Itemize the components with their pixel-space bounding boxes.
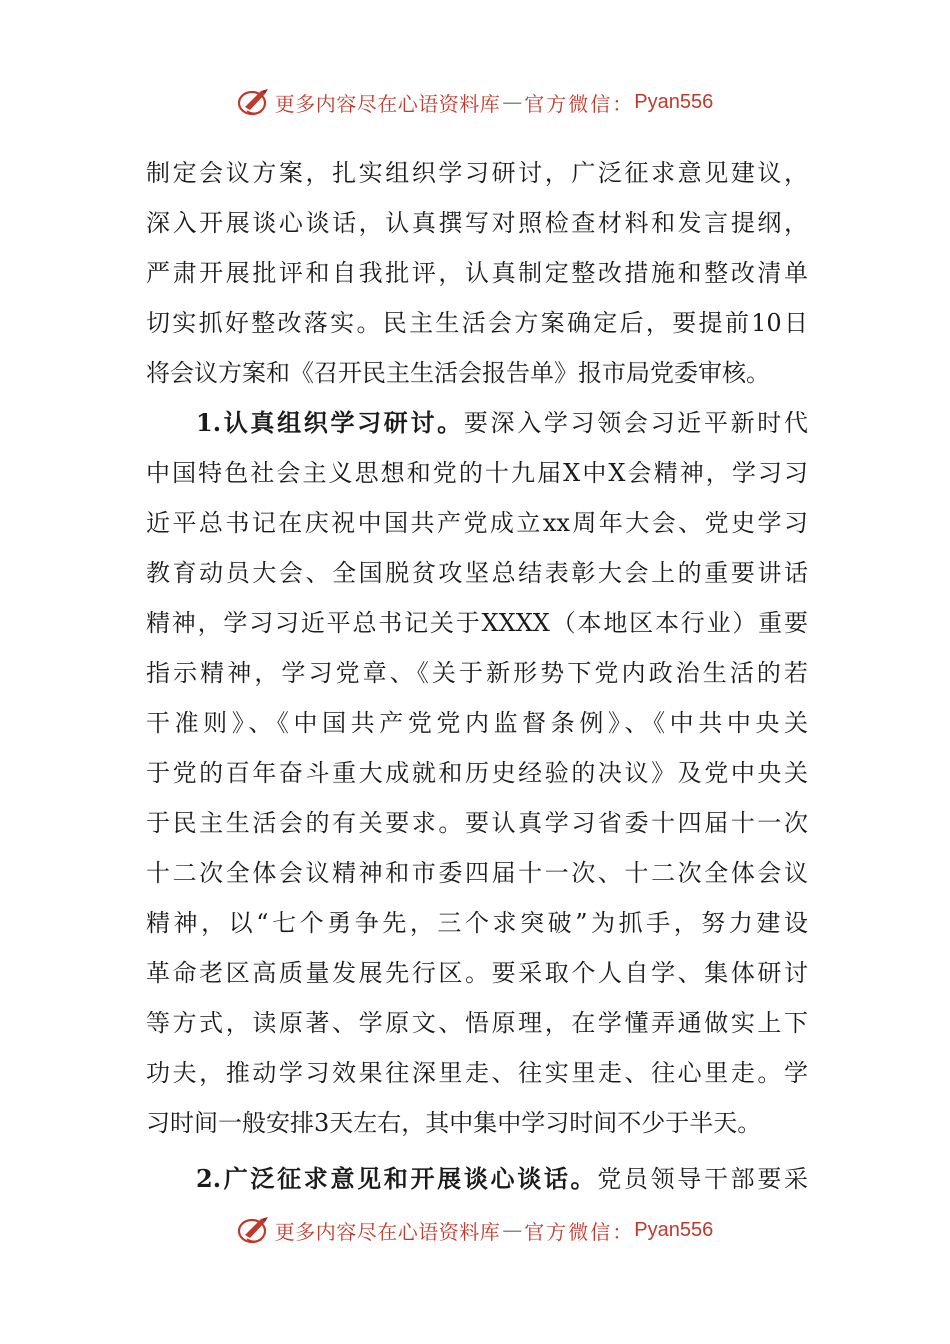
section-1-first-line: [146, 398, 808, 448]
paragraph-intro: [146, 148, 808, 398]
pen-logo-icon: [237, 1213, 271, 1247]
watermark-brand: 更多内容尽在心语资料库: [274, 91, 501, 116]
section-1: [146, 398, 808, 1148]
pen-logo-icon: [237, 85, 271, 119]
watermark-brand: 更多内容尽在心语资料库: [274, 1219, 501, 1244]
watermark-separator: —: [502, 1218, 523, 1242]
text-line: 切实抓好整改落实。民主生活会方案确定后，要提前10日: [146, 309, 808, 337]
text-line: 精神，学习习近平总书记关于XXXX（本地区本行业）重要: [146, 609, 808, 637]
watermark-label: 官方微信：: [524, 1219, 635, 1244]
text-line: 十二次全体会议精神和市委四届十一次、十二次全体会议: [146, 859, 808, 887]
text-line: 革命老区高质量发展先行区。要采取个人自学、集体研讨: [146, 959, 808, 987]
text-line: 近平总书记在庆祝中国共产党成立xx周年大会、党史学习: [146, 509, 808, 537]
text-line: 指示精神，学习党章、《关于新形势下党内政治生活的若: [146, 659, 808, 687]
section-1-heading: 1.认真组织学习研讨。: [196, 408, 464, 437]
text-line: 严肃开展批评和自我批评，认真制定整改措施和整改清单: [146, 259, 808, 287]
text-line: 深入开展谈心谈话，认真撰写对照检查材料和发言提纲，: [146, 209, 808, 237]
watermark-wechat-id: Pyan556: [634, 1218, 714, 1241]
text-line: 将会议方案和《召开民主生活会报告单》报市局党委审核。: [146, 359, 770, 387]
text-line: 于党的百年奋斗重大成就和历史经验的决议》及党中央关: [146, 759, 808, 787]
watermark-banner-bottom: [0, 1210, 950, 1250]
section-2-heading: 2.广泛征求意见和开展谈心谈话。: [196, 1164, 598, 1193]
text-line: 制定会议方案，扎实组织学习研讨，广泛征求意见建议，: [146, 159, 808, 187]
section-2-text: 党员领导干部要采: [597, 1165, 809, 1193]
watermark-label: 官方微信：: [524, 91, 635, 116]
watermark-separator: —: [502, 90, 523, 114]
text-line: 精神，以“七个勇争先，三个求突破”为抓手，努力建设: [146, 909, 808, 937]
watermark-wechat-id: Pyan556: [634, 90, 714, 113]
text-line: 中国特色社会主义思想和党的十九届X中X会精神，学习习: [146, 459, 808, 487]
section-2: [146, 1154, 808, 1204]
text-line: 习时间一般安排3天左右，其中集中学习时间不少于半天。: [146, 1109, 762, 1137]
section-2-first-line: [146, 1154, 808, 1204]
watermark-banner-top: [0, 82, 950, 122]
document-body: [146, 148, 808, 1204]
text-line: 于民主生活会的有关要求。要认真学习省委十四届十一次: [146, 809, 808, 837]
text-line: 干准则》、《中国共产党党内监督条例》、《中共中央关: [146, 709, 808, 737]
text-line: 等方式，读原著、学原文、悟原理，在学懂弄通做实上下: [146, 1009, 808, 1037]
section-1-text: 要深入学习领会习近平新时代: [463, 409, 808, 437]
text-line: 教育动员大会、全国脱贫攻坚总结表彰大会上的重要讲话: [146, 559, 808, 587]
text-line: 功夫，推动学习效果往深里走、往实里走、往心里走。学: [146, 1059, 808, 1087]
